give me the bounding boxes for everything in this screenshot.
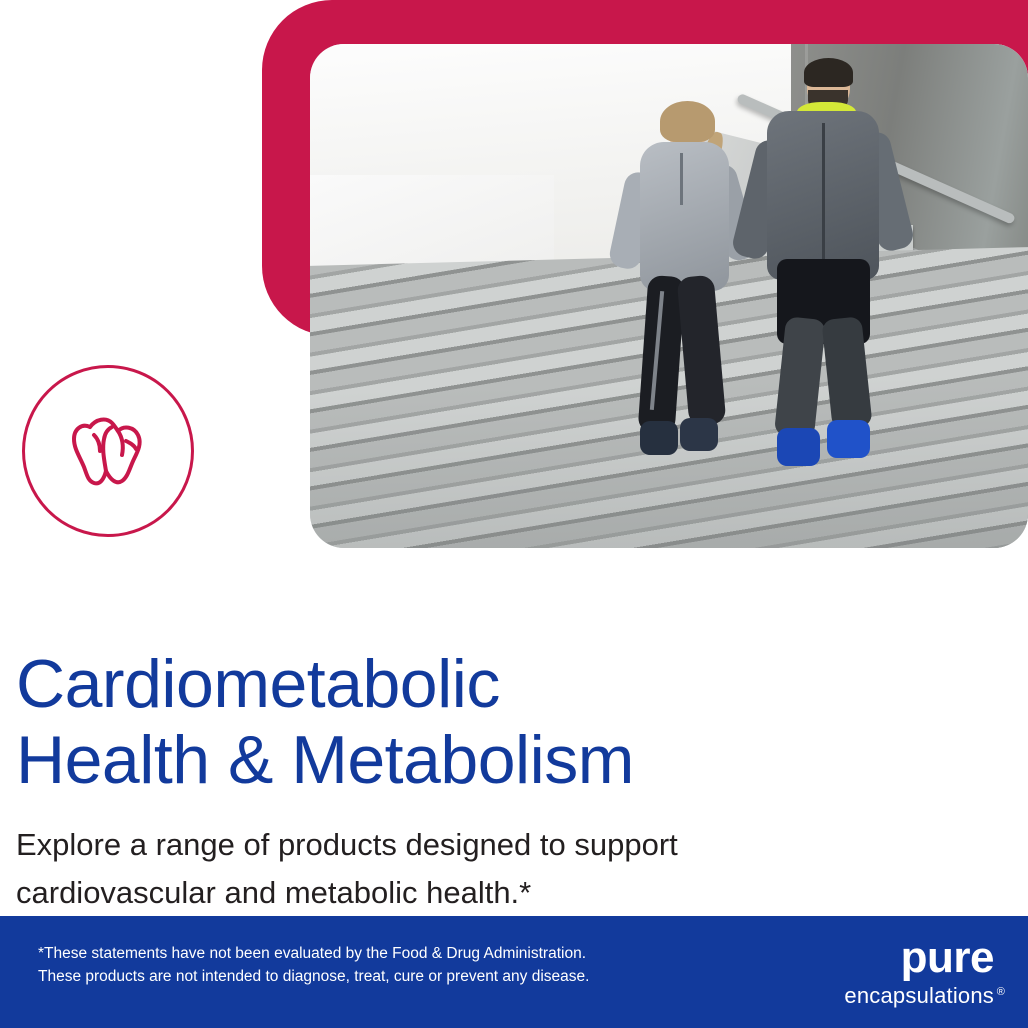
page-title <box>16 646 1016 798</box>
photo-runner-woman-leg-right <box>677 275 727 427</box>
photo-runner-man-shoe-left <box>777 428 820 466</box>
photo-runner-man-shoe-right <box>827 420 870 458</box>
fda-disclaimer-line-2: These products are not intended to diagnose, treat, cure or prevent any disease. <box>38 968 590 986</box>
photo-runner-woman-torso <box>640 142 729 291</box>
photo-runner-man-zipper <box>822 123 825 263</box>
brand-subtitle-wrap <box>844 983 1005 1008</box>
page-title-line-2: Health & Metabolism <box>16 721 634 798</box>
photo-runner-woman-zipper <box>680 153 683 205</box>
fda-disclaimer <box>38 942 718 989</box>
hero-photo-frame <box>310 44 1028 548</box>
page-subtitle-line-1: Explore a range of products designed to support <box>16 827 678 862</box>
photo-runner-woman <box>612 104 756 477</box>
photo-runner-woman-shoe-left <box>640 421 677 455</box>
page-title-line-1: Cardiometabolic <box>16 645 500 722</box>
registered-trademark-icon: ® <box>996 986 1005 998</box>
brand-name: pure <box>900 933 994 982</box>
brand-logo <box>844 933 1005 1008</box>
page-subtitle <box>16 821 916 917</box>
photo-runner-man-hair <box>804 58 854 88</box>
photo-runner-man <box>741 64 906 487</box>
heart-icon-badge <box>22 365 194 537</box>
photo-runner-woman-shoe-right <box>680 418 717 452</box>
hero-photo <box>310 44 1028 548</box>
page-subtitle-line-2: cardiovascular and metabolic health.* <box>16 875 532 911</box>
brand-subtitle: encapsulations <box>844 983 994 1008</box>
photo-runner-woman-hair <box>660 101 715 142</box>
fda-disclaimer-line-1: *These statements have not been evaluated by the Food & Drug Administration. <box>38 945 586 962</box>
footer-bar <box>0 916 1028 1028</box>
